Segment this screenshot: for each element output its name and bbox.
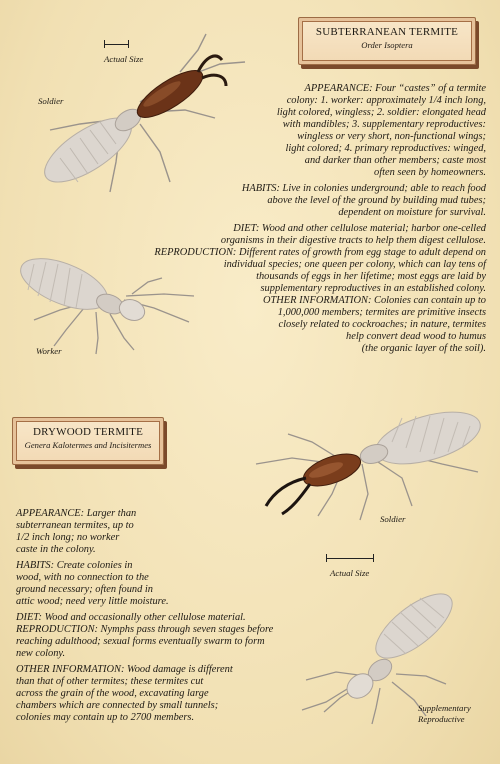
subterranean-description (90, 83, 486, 355)
subterranean-subtitle: Order Isoptera (361, 40, 413, 50)
subterranean-soldier-label: Soldier (38, 96, 64, 106)
subterranean-title-plaque (298, 17, 476, 65)
subterranean-actual-size-label: Actual Size (104, 54, 144, 64)
sub-diet: DIET: Wood and other cellulose material; harbor one-celled organisms in their digestive tracts to help them digest cellulose. (220, 223, 486, 246)
drywood-title-plaque (12, 417, 164, 465)
dry-habits: HABITS: Create colonies in wood, with no connection to the ground necessary; often found in attic wood; need very little moisture. (16, 560, 169, 607)
drywood-actual-size-label: Actual Size (330, 568, 370, 578)
dry-other-information: OTHER INFORMATION: Wood damage is different than that of other termites; these termites cut across the grain of the wood, excavating large chambers which are connected by small tunnels; colonies may contain up to 2700 members. (16, 664, 233, 723)
sub-habits: HABITS: Live in colonies underground; able to reach food above the level of the ground by building mud tubes; dependent on moisture for survival. (241, 183, 486, 218)
sub-appearance: APPEARANCE: Four “castes” of a termite colony: 1. worker: approximately 1/4 inch long, light colored, wingless; 2. soldier: elongated head with mandibles; 3. supplementary reproductives: wingless or very short, non-functional wings; light colored; 4. primary reproductives: winged, and darker than other members; caste most often seen by homeowners. (276, 83, 486, 178)
dry-reproduction: REPRODUCTION: Nymphs pass through seven stages before reaching adulthood; sexual forms eventually swarm to form new colony. (16, 624, 274, 659)
subterranean-title: SUBTERRANEAN TERMITE (315, 26, 459, 38)
subterranean-worker-label: Worker (36, 346, 62, 356)
drywood-title: DRYWOOD TERMITE (32, 426, 144, 438)
sub-other-information: OTHER INFORMATION: Colonies can contain up to 1,000,000 members; termites are primitive insects closely related to cockroaches; in nature, termites help convert dead wood to humus (the organic layer of the soil). (263, 295, 486, 354)
dry-diet: DIET: Wood and occasionally other cellulose material. (16, 612, 246, 623)
drywood-description (16, 508, 346, 724)
drywood-reproductive-label: Supplementary Reproductive (418, 703, 471, 724)
dry-appearance: APPEARANCE: Larger than subterranean termites, up to 1/2 inch long; no worker caste in the colony. (16, 508, 137, 555)
sub-reproduction: REPRODUCTION: Different rates of growth from egg stage to adult depend on individual species; one queen per colony, which can lay tens of thousands of eggs in her lifetime; most eggs are laid by supplementary reproductives in an established colony. (154, 247, 486, 294)
drywood-soldier-label: Soldier (380, 514, 406, 524)
drywood-subtitle: Genera Kalotermes and Incisitermes (24, 440, 152, 450)
